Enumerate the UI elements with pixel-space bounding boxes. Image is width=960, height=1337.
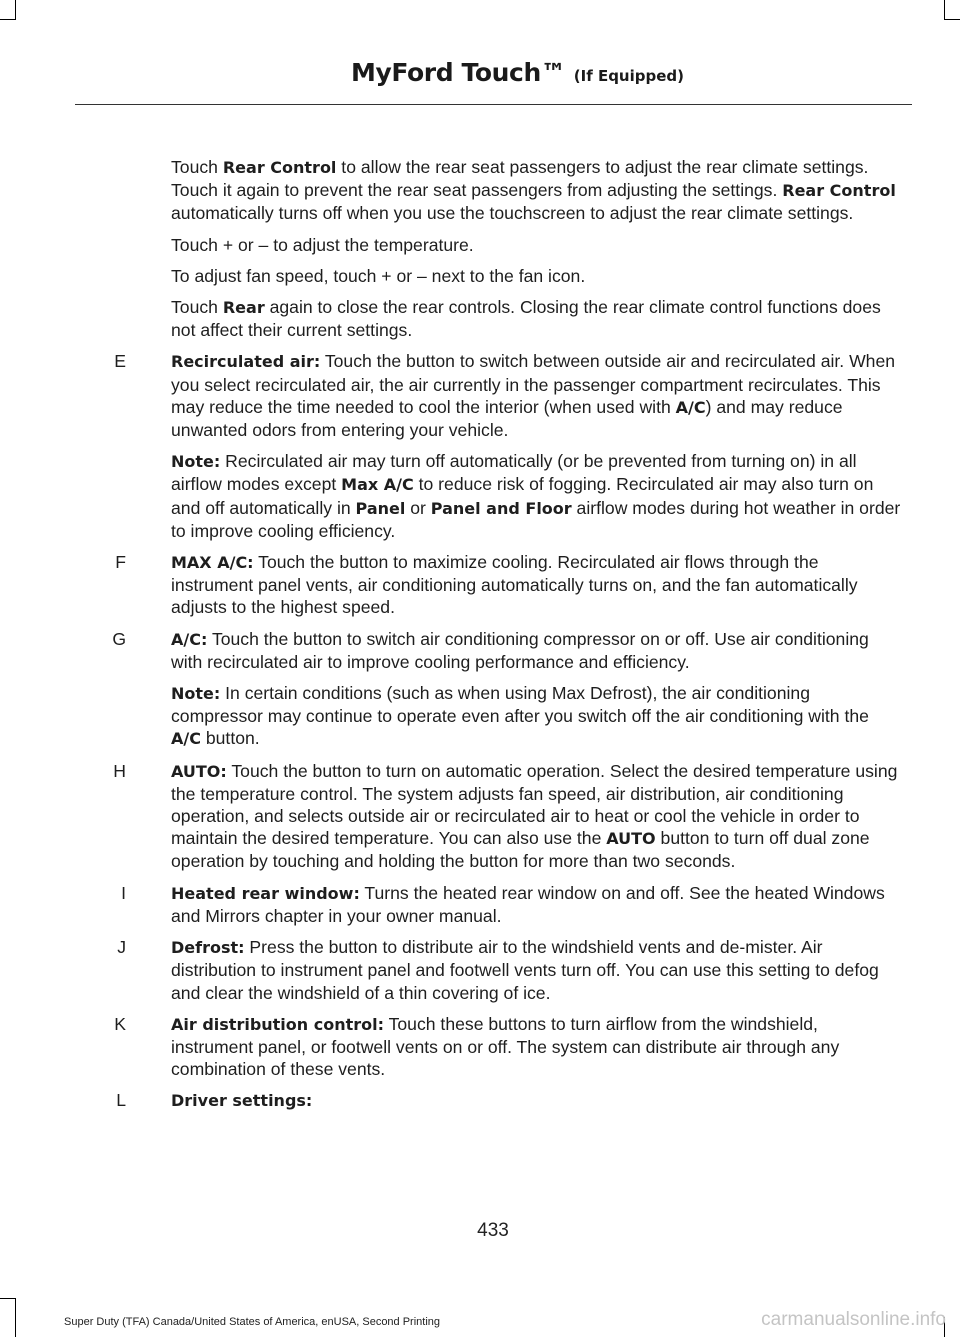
- crop-mark-top-left-horizontal: [0, 19, 16, 20]
- crop-mark-top-right-horizontal: [944, 19, 960, 20]
- bold-term: A/C: [675, 397, 706, 417]
- text-run: Press the button to distribute air to the windshield vents and de-mister. Air distribution to instrument panel and footwell vents turn off. You can use this setting to defog and clear the windshield of a thin covering of ice.: [171, 937, 879, 1003]
- legend-item-g: [0, 628, 960, 673]
- legend-key: G: [112, 628, 126, 649]
- legend-item-f: [0, 551, 960, 619]
- crop-mark-top-right-vertical: [944, 0, 945, 20]
- bold-term: Rear Control: [782, 181, 896, 201]
- text-run: In certain conditions (such as when using Max Defrost), the air conditioning compressor may continue to operate even after you switch off the air conditioning with the: [171, 683, 869, 727]
- bold-term: Panel and Floor: [430, 498, 572, 518]
- legend-key: E: [114, 351, 126, 372]
- bold-term: Defrost:: [171, 938, 245, 958]
- text-run: to allow the rear seat passengers to adjust the rear climate settings. Touch it again to prevent the rear seat passengers from adjusting the settings.: [171, 157, 869, 201]
- bold-term: Note:: [171, 684, 221, 704]
- legend-key: F: [115, 552, 126, 573]
- header-divider: [75, 104, 912, 105]
- paragraph-text: [171, 551, 901, 619]
- bold-term: Air distribution control:: [171, 1014, 385, 1034]
- text-run: Touch the button to turn on automatic operation. Select the desired temperature using the temperature control. The system adjusts fan speed, air distribution, air conditioning operation, and selects outside air or recirculated air to heat or cool the vehicle in order to maintain the desired temperature. You can also use the: [171, 760, 898, 849]
- paragraph-text: [171, 760, 901, 873]
- paragraph-text: [171, 1089, 901, 1112]
- paragraph-text: [171, 234, 901, 256]
- legend-item-i: [0, 882, 960, 927]
- paragraph: [0, 682, 960, 751]
- legend-key: L: [116, 1090, 126, 1111]
- paragraph: [0, 156, 960, 225]
- text-run: to reduce risk of fogging. Recirculated air may also turn on and off automatically in: [171, 474, 874, 518]
- bold-term: Panel: [355, 498, 406, 518]
- bold-term: Max A/C: [341, 475, 414, 495]
- bold-term: Heated rear window:: [171, 883, 360, 903]
- bold-term: Driver settings:: [171, 1091, 313, 1111]
- paragraph-text: [171, 1013, 901, 1081]
- bold-term: Note:: [171, 452, 221, 472]
- text-run: airflow modes during hot weather in order to improve cooling efficiency.: [171, 497, 901, 541]
- paragraph-text: [171, 156, 901, 225]
- bold-term: A/C: [171, 729, 201, 749]
- text-run: Recirculated air may turn off automatically (or be prevented from turning on) in all airflow modes except: [171, 451, 857, 495]
- bold-term: AUTO: [606, 829, 656, 849]
- text-run: Touch these buttons to turn airflow from the windshield, instrument panel, or footwell vents on or off. The system can distribute air through any combination of these vents.: [171, 1013, 840, 1080]
- paragraph-text: [171, 450, 901, 542]
- legend-item-k: [0, 1013, 960, 1081]
- bold-term: Rear: [222, 298, 265, 318]
- text-run: button.: [200, 728, 260, 749]
- text-run: Turns the heated rear window on and off. See the heated Windows and Mirrors chapter in your owner manual.: [171, 882, 885, 926]
- text-run: Touch the button to switch air conditioning compressor on or off. Use air conditioning with recirculated air to improve cooling performance and efficiency.: [171, 628, 869, 672]
- paragraph-text: [171, 882, 901, 927]
- paragraph-text: [171, 682, 901, 751]
- header-subtitle: (If Equipped): [573, 67, 684, 85]
- page-header-title: [351, 58, 684, 87]
- bold-term: MAX A/C:: [171, 553, 254, 573]
- legend-key: I: [121, 882, 126, 903]
- legend-key: H: [113, 760, 126, 781]
- paragraph-text: [171, 936, 901, 1004]
- legend-item-h: [0, 760, 960, 873]
- text-run: Touch + or – to adjust the temperature.: [171, 234, 474, 255]
- legend-key: J: [117, 937, 126, 958]
- paragraph: [0, 265, 960, 287]
- text-run: To adjust fan speed, touch + or – next to the fan icon.: [171, 265, 586, 286]
- legend-item-l: [0, 1089, 960, 1112]
- bold-term: A/C:: [171, 629, 208, 649]
- bold-term: Recirculated air:: [171, 352, 321, 372]
- text-run: automatically turns off when you use the touchscreen to adjust the rear climate settings.: [171, 203, 854, 224]
- text-run: ) and may reduce unwanted odors from entering your vehicle.: [171, 396, 843, 441]
- paragraph-text: [171, 296, 901, 341]
- legend-item-j: [0, 936, 960, 1004]
- legend-key: K: [114, 1013, 126, 1034]
- text-run: again to close the rear controls. Closing the rear climate control functions does not affect their current settings.: [171, 297, 881, 341]
- text-run: Touch: [171, 297, 223, 318]
- header-title-text: MyFord Touch™: [350, 58, 566, 87]
- bold-term: Rear Control: [222, 158, 337, 177]
- paragraph: [0, 450, 960, 542]
- legend-item-e: [0, 350, 960, 441]
- text-run: Touch the button to maximize cooling. Recirculated air flows through the instrument panel vents, air conditioning automatically turns on, and the fan automatically adjusts to the highest speed.: [171, 552, 858, 618]
- document-body: [0, 156, 960, 1122]
- text-run: button to turn off dual zone operation by touching and holding the button for more than two seconds.: [171, 828, 870, 872]
- crop-mark-bottom-left-horizontal: [0, 1298, 16, 1299]
- paragraph: [0, 234, 960, 256]
- text-run: or: [405, 497, 431, 518]
- watermark: carmanualsonline.info: [761, 1309, 946, 1330]
- paragraph-text: [171, 265, 901, 287]
- text-run: Touch: [171, 157, 223, 177]
- crop-mark-top-left-vertical: [15, 0, 16, 20]
- paragraph: [0, 296, 960, 341]
- paragraph-text: [171, 350, 901, 441]
- paragraph-text: [171, 628, 901, 673]
- bold-term: AUTO:: [171, 761, 227, 781]
- crop-mark-bottom-left-vertical: [15, 1298, 16, 1337]
- page-number: 433: [477, 1220, 509, 1241]
- footer-print-info: Super Duty (TFA) Canada/United States of America, enUSA, Second Printing: [64, 1316, 441, 1328]
- text-run: Touch the button to switch between outside air and recirculated air. When you select recirculated air, the air currently in the passenger compartment recirculates. This may reduce the time needed to cool the interior (when used with: [171, 351, 896, 417]
